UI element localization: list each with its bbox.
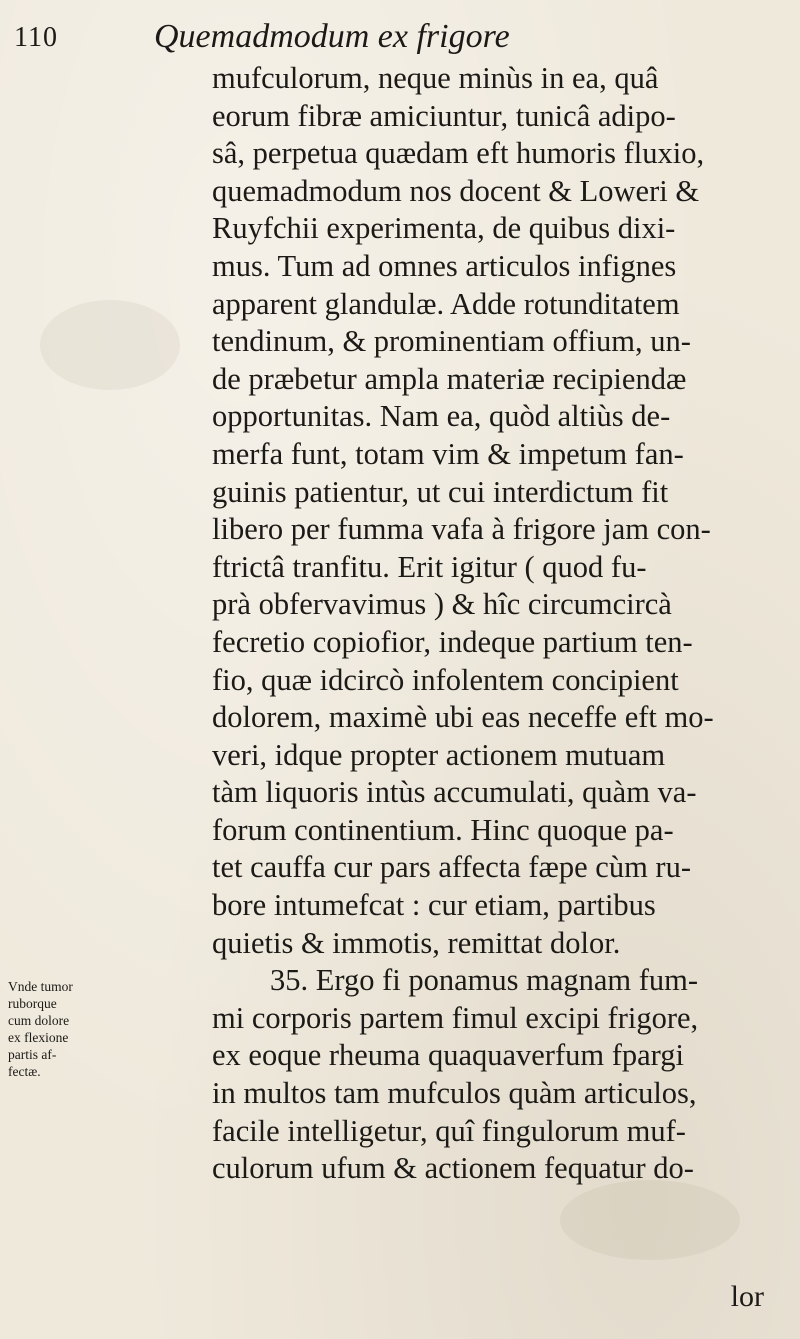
text-line: facile intelligetur, quî fingulorum muf- xyxy=(212,1113,686,1148)
text-line: mufculorum, neque minùs in ea, quâ xyxy=(212,61,659,95)
paper-stain xyxy=(560,1180,740,1260)
text-line: ex eoque rheuma quaquaverfum fpargi xyxy=(212,1038,684,1073)
text-line: merfa funt, totam vim & impetum fan- xyxy=(212,436,684,471)
text-line: tendinum, & prominentiam offium, un- xyxy=(212,324,691,359)
page-number: 110 xyxy=(14,22,58,53)
margin-note-line: partis af- xyxy=(8,1047,57,1062)
text-line: in multos tam mufculos quàm articulos, xyxy=(212,1076,697,1111)
text-line: Ruyfchii experimenta, de quibus dixi- xyxy=(212,211,676,246)
margin-note-line: ex flexione xyxy=(8,1030,69,1045)
margin-note xyxy=(8,978,78,1080)
text-line: eorum fibræ amiciuntur, tunicâ adipo- xyxy=(212,98,676,133)
text-line: bore intumefcat : cur etiam, partibus xyxy=(212,888,656,923)
running-head: Quemadmodum ex frigore xyxy=(154,18,510,55)
body-text xyxy=(212,60,780,1188)
text-line: opportunitas. Nam ea, quòd altiùs de- xyxy=(212,399,671,434)
text-line: tet cauffa cur pars affecta fæpe cùm ru- xyxy=(212,850,691,885)
margin-note-line: cum dolore xyxy=(8,1013,70,1028)
margin-note-line: ruborque xyxy=(8,996,57,1011)
text-line: apparent glandulæ. Adde rotunditatem xyxy=(212,286,680,321)
text-line: libero per fumma vafa à frigore jam con- xyxy=(212,512,711,547)
margin-note-line: Vnde tumor xyxy=(8,979,73,994)
text-line: mi corporis partem fimul excipi frigore, xyxy=(212,1000,699,1035)
text-line: dolorem, maximè ubi eas neceffe eft mo- xyxy=(212,700,714,735)
text-line: sâ, perpetua quædam eft humoris fluxio, xyxy=(212,136,705,171)
text-line: mus. Tum ad omnes articulos infignes xyxy=(212,248,677,283)
text-line: veri, idque propter actionem mutuam xyxy=(212,737,666,772)
text-line: fio, quæ idcircò infolentem concipient xyxy=(212,662,679,697)
text-line: fecretio copiofior, indeque partium ten- xyxy=(212,624,693,659)
text-line: prà obfervavimus ) & hîc circumcircà xyxy=(212,587,672,622)
page-header xyxy=(14,12,744,56)
text-line: de præbetur ampla materiæ recipiendæ xyxy=(212,361,687,396)
text-line: culorum ufum & actionem fequatur do- xyxy=(212,1151,694,1186)
text-line: quemadmodum nos docent & Loweri & xyxy=(212,173,700,208)
text-line: guinis patientur, ut cui interdictum fit xyxy=(212,474,669,509)
text-line: ftrictâ tranfitu. Erit igitur ( quod fu- xyxy=(212,549,647,584)
paper-stain xyxy=(40,300,180,390)
text-line: forum continentium. Hinc quoque pa- xyxy=(212,812,674,847)
text-line: tàm liquoris intùs accumulati, quàm va- xyxy=(212,775,697,810)
catchword: lor xyxy=(730,1280,764,1313)
text-line: quietis & immotis, remittat dolor. xyxy=(212,925,621,960)
margin-note-line: fectæ. xyxy=(8,1064,41,1079)
text-line: 35. Ergo fi ponamus magnam fum- xyxy=(270,963,699,998)
